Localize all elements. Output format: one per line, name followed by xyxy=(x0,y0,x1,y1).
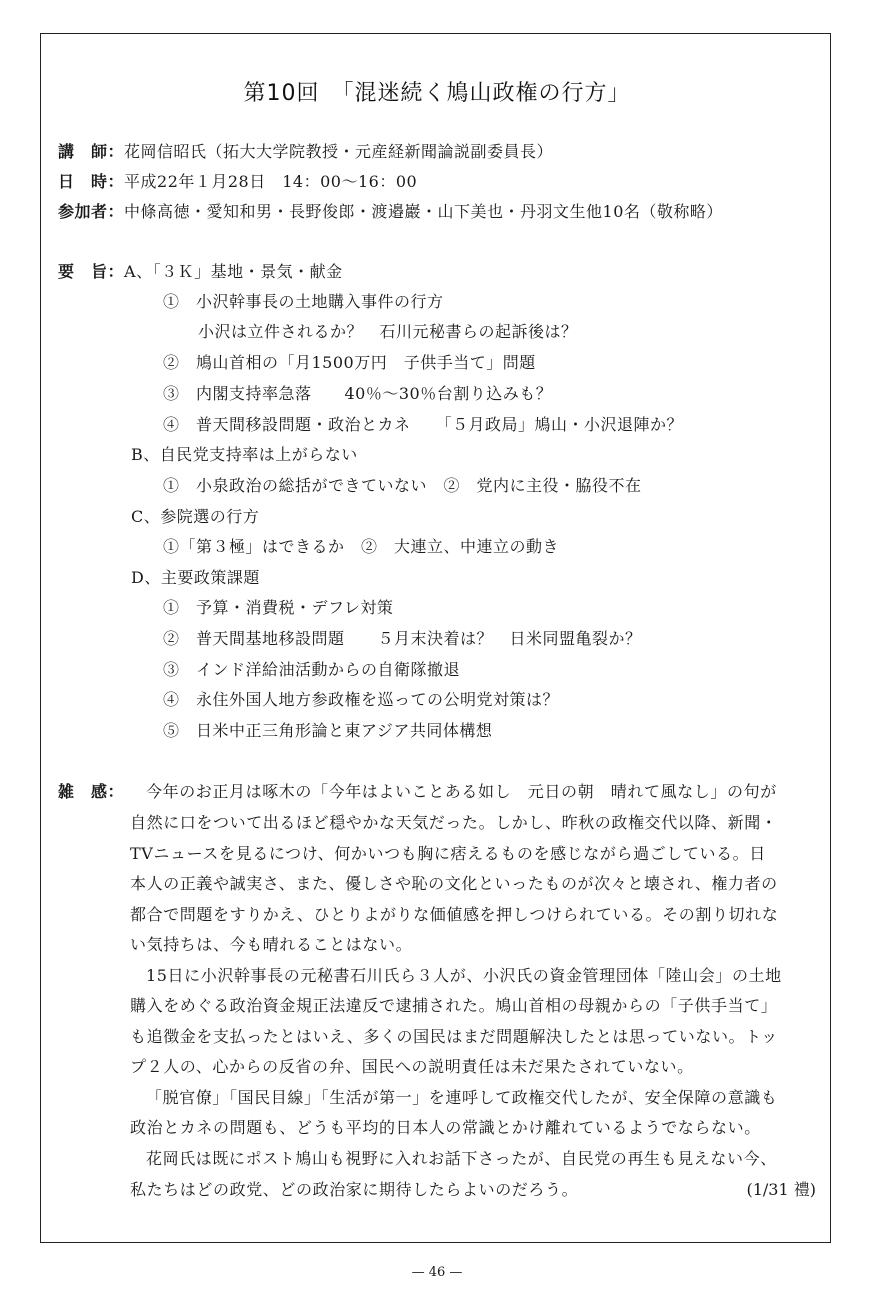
impressions-line: 私たちはどの政党、どの政治家に期待したらよいのだろう。 xyxy=(130,1180,579,1199)
impressions-line: 都合で問題をすりかえ、ひとりよがりな価値感を押しつけられている。その割り切れな xyxy=(130,905,779,924)
summary-item-a1: ① 小沢幹事長の土地購入事件の行方 xyxy=(163,292,444,311)
date-label: 日 時： xyxy=(58,172,125,191)
page-number: — 46 — xyxy=(411,1265,463,1280)
impressions-line: 今年のお正月は啄木の「今年はよいことある如し 元日の朝 晴れて風なし」の句が xyxy=(146,782,777,801)
summary-item-d5: ⑤ 日米中正三角形論と東アジア共同体構想 xyxy=(163,721,493,740)
summary-c-heading: C、参院選の行方 xyxy=(131,507,260,526)
participants-row xyxy=(58,202,723,222)
impressions-line: 本人の正義や誠実さ、また、優しさや恥の文化といったものが次々と壊され、権力者の xyxy=(130,874,778,893)
date-value: 平成22年１月28日 14：00〜16：00 xyxy=(124,172,418,191)
impressions-line: も追徴金を支払ったとはいえ、多くの国民はまだ問題解決したとは思っていない。トッ xyxy=(130,1027,778,1046)
summary-d-heading: D、主要政策課題 xyxy=(131,568,260,587)
impressions-line: TVニュースを見るにつけ、何かいつも胸に痞えるものを感じながら過ごしている。日 xyxy=(130,844,766,863)
impressions-label: 雑 感： xyxy=(58,782,125,801)
impressions-line: 自然に口をついて出るほど穏やかな天気だった。しかし、昨秋の政権交代以降、新聞・ xyxy=(130,813,778,832)
impressions-line: プ２人の、心からの反省の弁、国民への説明責任は未だ果たされていない。 xyxy=(130,1057,694,1076)
impressions-line: 購入をめぐる政治資金規正法違反で逮捕された。鳩山首相の母親からの「子供手当て」 xyxy=(130,996,778,1015)
date-row xyxy=(58,172,417,192)
summary-item-d4: ④ 永住外国人地方参政権を巡っての公明党対策は？ xyxy=(163,690,560,709)
summary-row xyxy=(58,262,343,282)
summary-item-d1: ① 予算・消費税・デフレ対策 xyxy=(163,598,394,617)
lecturer-row xyxy=(58,142,553,162)
impressions-line: い気持ちは、今も晴れることはない。 xyxy=(130,935,413,954)
summary-item-b1: ① 小泉政治の総括ができていない ② 党内に主役・脇役不在 xyxy=(163,476,642,495)
summary-label: 要 旨： xyxy=(58,262,125,281)
lecturer-label: 講 師： xyxy=(58,142,125,161)
participants-label: 参加者： xyxy=(58,202,125,221)
impressions-line: 「脱官僚」「国民目線」「生活が第一」を連呼して政権交代したが、安全保障の意識も xyxy=(146,1088,778,1107)
lecturer-value: 花岡信昭氏（拓大大学院教授・元産経新聞論説副委員長） xyxy=(124,142,554,161)
summary-item-c1: ①「第３極」はできるか ② 大連立、中連立の動き xyxy=(163,537,560,556)
page-title: 第10回 「混迷続く鳩山政権の行方」 xyxy=(243,81,631,106)
summary-b-heading: B、自民党支持率は上がらない xyxy=(131,445,358,464)
participants-value: 中條高徳・愛知和男・長野俊郎・渡邉巖・山下美也・丹羽文生他10名（敬称略） xyxy=(124,202,723,221)
summary-item-a2: ② 鳩山首相の「月1500万円 子供手当て」問題 xyxy=(163,353,536,372)
impressions-line: 花岡氏は既にポスト鳩山も視野に入れお話下さったが、自民党の再生も見えない今、 xyxy=(146,1149,777,1168)
summary-a-heading: A、「３Ｋ」基地・景気・献金 xyxy=(124,262,343,281)
impressions-line: 15日に小沢幹事長の元秘書石川氏ら３人が、小沢氏の資金管理団体「陸山会」の土地 xyxy=(146,966,782,985)
impressions-line: 政治とカネの問題も、どうも平均的日本人の常識とかけ離れているようでならない。 xyxy=(130,1118,761,1137)
signature: (1/31 禮) xyxy=(746,1180,816,1199)
summary-item-d3: ③ インド洋給油活動からの自衛隊撤退 xyxy=(163,660,461,679)
summary-item-a1-sub: 小沢は立件されるか？ 石川元秘書らの起訴後は？ xyxy=(198,322,578,341)
summary-item-d2: ② 普天間基地移設問題 ５月末決着は？ 日米同盟亀裂か？ xyxy=(163,629,642,648)
summary-item-a4: ④ 普天間移設問題・政治とカネ 「５月政局」鳩山・小沢退陣か？ xyxy=(163,415,684,434)
summary-item-a3: ③ 内閣支持率急落 40％〜30％台割り込みも？ xyxy=(163,384,553,403)
